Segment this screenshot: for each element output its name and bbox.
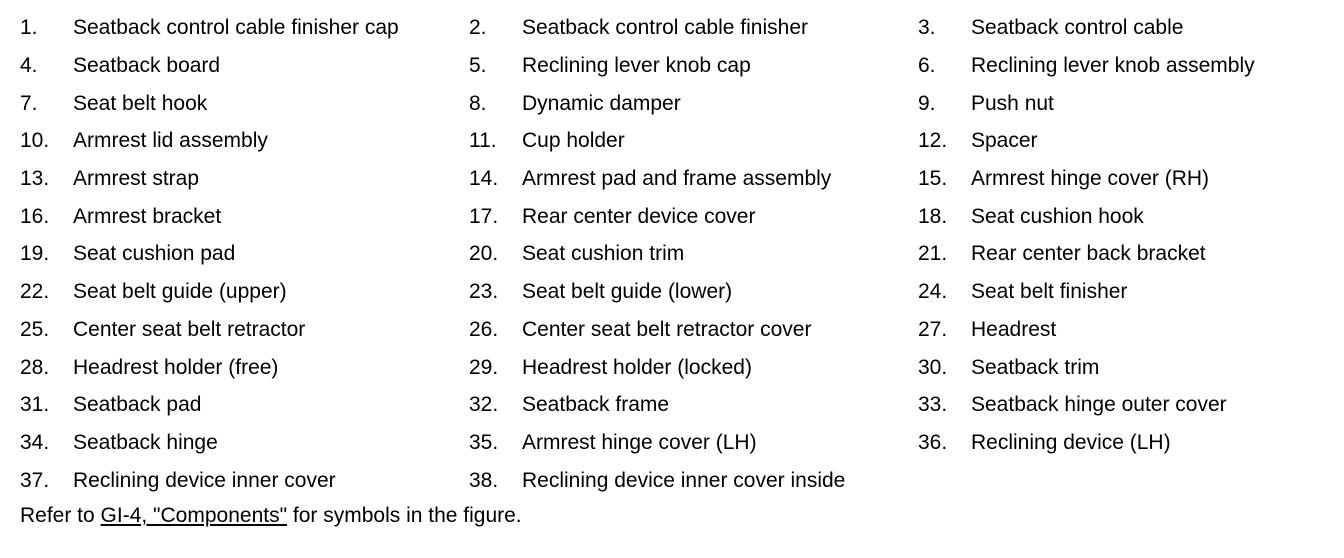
legend-item xyxy=(918,47,1330,85)
legend-item-label: Armrest hinge cover (LH) xyxy=(522,430,757,454)
legend-item xyxy=(20,47,469,85)
legend-item-label: Seat belt guide (lower) xyxy=(522,280,733,304)
legend-item xyxy=(918,122,1330,160)
legend-item-number: 3. xyxy=(918,16,936,40)
legend-item xyxy=(20,386,469,424)
legend-item-number: 26. xyxy=(469,317,499,341)
legend-item xyxy=(469,197,918,235)
legend-item-label: Dynamic damper xyxy=(522,91,681,115)
legend-item xyxy=(469,9,918,47)
legend-item xyxy=(20,235,469,273)
legend-item xyxy=(918,311,1330,349)
legend-item xyxy=(20,424,469,462)
footer-suffix: for symbols in the figure. xyxy=(287,504,522,527)
legend-item xyxy=(918,84,1330,122)
legend-item xyxy=(20,273,469,311)
legend-item-label: Reclining lever knob assembly xyxy=(971,54,1255,78)
legend-item-number: 13. xyxy=(20,167,50,191)
legend-item-number: 17. xyxy=(469,204,499,228)
legend-item-label: Seatback hinge outer cover xyxy=(971,393,1227,417)
legend-item-label: Reclining device (LH) xyxy=(971,430,1171,454)
legend-item xyxy=(469,311,918,349)
legend-item-number: 12. xyxy=(918,129,948,153)
legend-item-number: 34. xyxy=(20,430,50,454)
footer-prefix: Refer to xyxy=(20,504,101,527)
legend-item-number: 15. xyxy=(918,167,948,191)
legend-item-label: Seat belt finisher xyxy=(971,280,1128,304)
legend-item-label: Seatback pad xyxy=(73,393,202,417)
components-reference-link[interactable]: GI-4, "Components" xyxy=(100,504,288,527)
legend-item-number: 30. xyxy=(918,355,948,379)
legend-item-number: 35. xyxy=(469,430,499,454)
legend-item-label: Seat cushion trim xyxy=(522,242,685,266)
legend-item-label: Seatback control cable finisher xyxy=(522,16,808,40)
legend-item xyxy=(20,84,469,122)
legend-item xyxy=(469,461,918,499)
legend-item-label: Seatback board xyxy=(73,54,221,78)
legend-item-number: 32. xyxy=(469,393,499,417)
legend-item-label: Spacer xyxy=(971,129,1038,153)
legend-item-label: Seatback control cable finisher cap xyxy=(73,16,399,40)
legend-item xyxy=(918,348,1330,386)
legend-item-number: 28. xyxy=(20,355,50,379)
legend-item-label: Armrest strap xyxy=(73,167,200,191)
legend-item xyxy=(918,273,1330,311)
legend-item-label: Cup holder xyxy=(522,129,625,153)
legend-item xyxy=(20,311,469,349)
legend-item-label: Seatback control cable xyxy=(971,16,1184,40)
legend-item-number: 21. xyxy=(918,242,948,266)
legend-item-number: 33. xyxy=(918,393,948,417)
legend-item-number: 2. xyxy=(469,16,487,40)
legend-item-label: Seat cushion pad xyxy=(73,242,236,266)
legend-item-label: Armrest bracket xyxy=(73,204,222,228)
legend-item-label: Seat belt hook xyxy=(73,91,208,115)
legend-item xyxy=(469,386,918,424)
legend-item-label: Rear center back bracket xyxy=(971,242,1206,266)
legend-item-number: 24. xyxy=(918,280,948,304)
legend-item-number: 36. xyxy=(918,430,948,454)
legend-item-label: Reclining device inner cover xyxy=(73,468,336,492)
legend-item xyxy=(469,122,918,160)
legend-item-label: Reclining device inner cover inside xyxy=(522,468,846,492)
legend-item-number: 7. xyxy=(20,91,38,115)
legend-item xyxy=(20,122,469,160)
legend-item xyxy=(469,424,918,462)
legend-item-label: Armrest lid assembly xyxy=(73,129,268,153)
legend-item-label: Reclining lever knob cap xyxy=(522,54,751,78)
legend-item xyxy=(469,348,918,386)
legend-item-number: 20. xyxy=(469,242,499,266)
legend-item-number: 38. xyxy=(469,468,499,492)
legend-item-label: Seatback frame xyxy=(522,393,670,417)
legend-item-label: Headrest holder (free) xyxy=(73,355,279,379)
legend-item-number: 27. xyxy=(918,317,948,341)
legend-item xyxy=(20,348,469,386)
legend-item-label: Headrest holder (locked) xyxy=(522,355,752,379)
legend-item-label: Headrest xyxy=(971,317,1057,341)
legend-item-number: 19. xyxy=(20,242,50,266)
legend-item xyxy=(469,47,918,85)
legend-item-label: Center seat belt retractor xyxy=(73,317,306,341)
legend-item-label: Seatback hinge xyxy=(73,430,218,454)
legend-item-label: Push nut xyxy=(971,91,1054,115)
legend-item-number: 5. xyxy=(469,54,487,78)
legend-item xyxy=(918,197,1330,235)
legend-item-number: 4. xyxy=(20,54,38,78)
legend-item-number: 22. xyxy=(20,280,50,304)
legend-item-number: 31. xyxy=(20,393,50,417)
footer-note xyxy=(20,500,522,532)
legend-item-number: 18. xyxy=(918,204,948,228)
legend-item xyxy=(20,160,469,198)
legend-item-number: 6. xyxy=(918,54,936,78)
legend-item xyxy=(918,235,1330,273)
legend-item-number: 37. xyxy=(20,468,50,492)
legend-item-number: 11. xyxy=(469,129,497,153)
legend-item xyxy=(469,273,918,311)
legend-item-number: 1. xyxy=(20,16,38,40)
legend-item-label: Rear center device cover xyxy=(522,204,756,228)
legend-item-number: 23. xyxy=(469,280,499,304)
legend-item xyxy=(20,9,469,47)
legend-item xyxy=(20,197,469,235)
legend-item-label: Center seat belt retractor cover xyxy=(522,317,812,341)
legend-item-number: 10. xyxy=(20,129,50,153)
legend-item xyxy=(918,9,1330,47)
legend-item-number: 9. xyxy=(918,91,936,115)
legend-item-label: Armrest hinge cover (RH) xyxy=(971,167,1210,191)
parts-legend xyxy=(20,9,1330,499)
legend-item-number: 25. xyxy=(20,317,50,341)
legend-item xyxy=(469,160,918,198)
legend-item-label: Seatback trim xyxy=(971,355,1100,379)
legend-item xyxy=(469,84,918,122)
legend-item-label: Seat cushion hook xyxy=(971,204,1144,228)
legend-item xyxy=(20,461,469,499)
legend-item-number: 29. xyxy=(469,355,499,379)
legend-item xyxy=(918,386,1330,424)
legend-item xyxy=(918,160,1330,198)
legend-item-number: 8. xyxy=(469,91,487,115)
legend-item-label: Seat belt guide (upper) xyxy=(73,280,287,304)
legend-item-number: 14. xyxy=(469,167,499,191)
legend-item-number: 16. xyxy=(20,204,50,228)
legend-item-label: Armrest pad and frame assembly xyxy=(522,167,832,191)
legend-item xyxy=(918,424,1330,462)
legend-item xyxy=(469,235,918,273)
